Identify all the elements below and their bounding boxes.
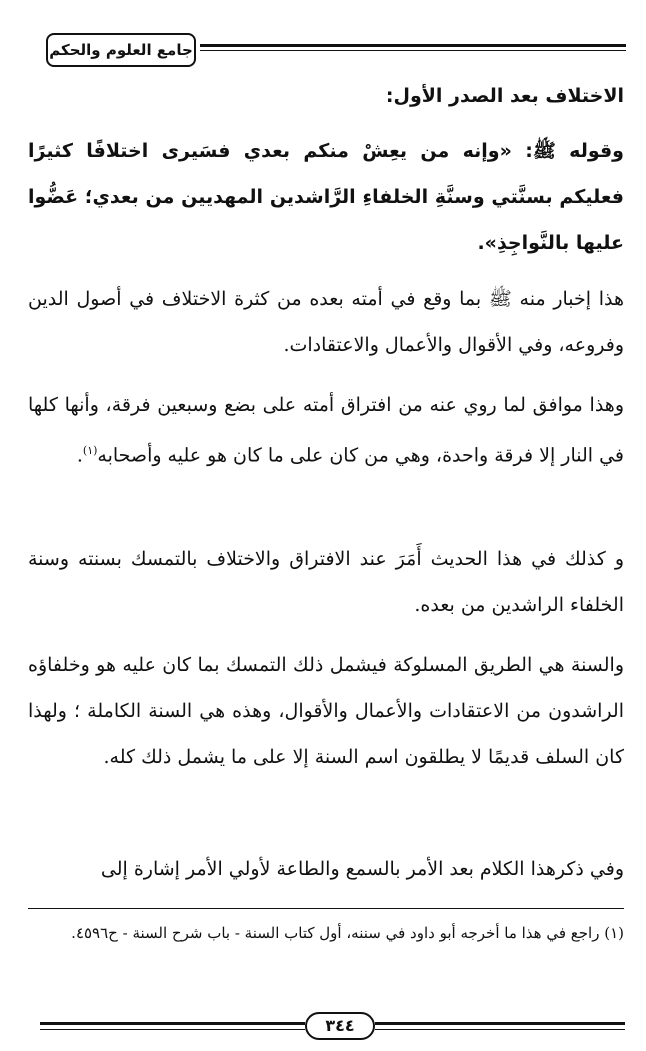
running-header-title: جامع العلوم والحكم bbox=[46, 33, 196, 67]
paragraph-2-end: . bbox=[76, 444, 83, 467]
footer-rule-right-thin bbox=[375, 1029, 625, 1030]
footnote-text: (١) راجع في هذا ما أخرجه أبو داود في سننه، أول كتاب السنة - باب شرح السنة - ح٤٥٩٦. bbox=[71, 924, 624, 942]
footer-rule-left-thin bbox=[40, 1029, 305, 1030]
footer-rule-left-thick bbox=[40, 1022, 305, 1025]
paragraph-5: وفي ذكرهذا الكلام بعد الأمر بالسمع والطاعة لأولي الأمر إشارة إلى bbox=[100, 858, 624, 880]
paragraph-2-text: وهذا موافق لما روي عنه من افتراق أمته على بضع وسبعين فرقة، وأنها كلها في النار إلا فرقة واحدة، وهي من كان على ما كان هو عليه وأصحابه bbox=[28, 394, 624, 467]
footer-rule-right-thick bbox=[375, 1022, 625, 1025]
paragraph-3: و كذلك في هذا الحديث أَمَرَ عند الافتراق والاختلاف بالتمسك بسنته وسنة الخلفاء الراشدين من بعده. bbox=[28, 548, 624, 616]
paragraph-1: هذا إخبار منه ﷺ بما وقع في أمته بعده من كثرة الاختلاف في أصول الدين وفروعه، وفي الأقوال والأعمال والاعتقادات. bbox=[28, 288, 624, 356]
header-rule-thick bbox=[200, 44, 626, 47]
footnote-reference[interactable]: (١) bbox=[82, 444, 98, 457]
header-rule-thin bbox=[200, 50, 626, 51]
paragraph-4: والسنة هي الطريق المسلوكة فيشمل ذلك التمسك بما كان عليه هو وخلفاؤه الراشدون من الاعتقادات والأعمال والأقوال، وهذه هي السنة الكاملة ؛ ولهذا كان السلف قديمًا لا يطلقون اسم السنة إلا على ما يشمل ذلك كله. bbox=[28, 654, 624, 768]
footnote-divider bbox=[28, 908, 624, 909]
section-heading: الاختلاف بعد الصدر الأول: bbox=[385, 85, 624, 107]
hadith-quote: وقوله ﷺ: «وإنه من يعِشْ منكم بعدي فسَيرى اختلافًا كثيرًا فعليكم بسنَّتي وسنَّةِ الخلفاءِ الرَّاشدين المهديين من بعدي؛ عَضُّوا عليها بالنَّواجِذِ». bbox=[28, 140, 624, 254]
paragraph-2 bbox=[28, 382, 624, 478]
page-number: ٣٤٤ bbox=[305, 1012, 375, 1040]
